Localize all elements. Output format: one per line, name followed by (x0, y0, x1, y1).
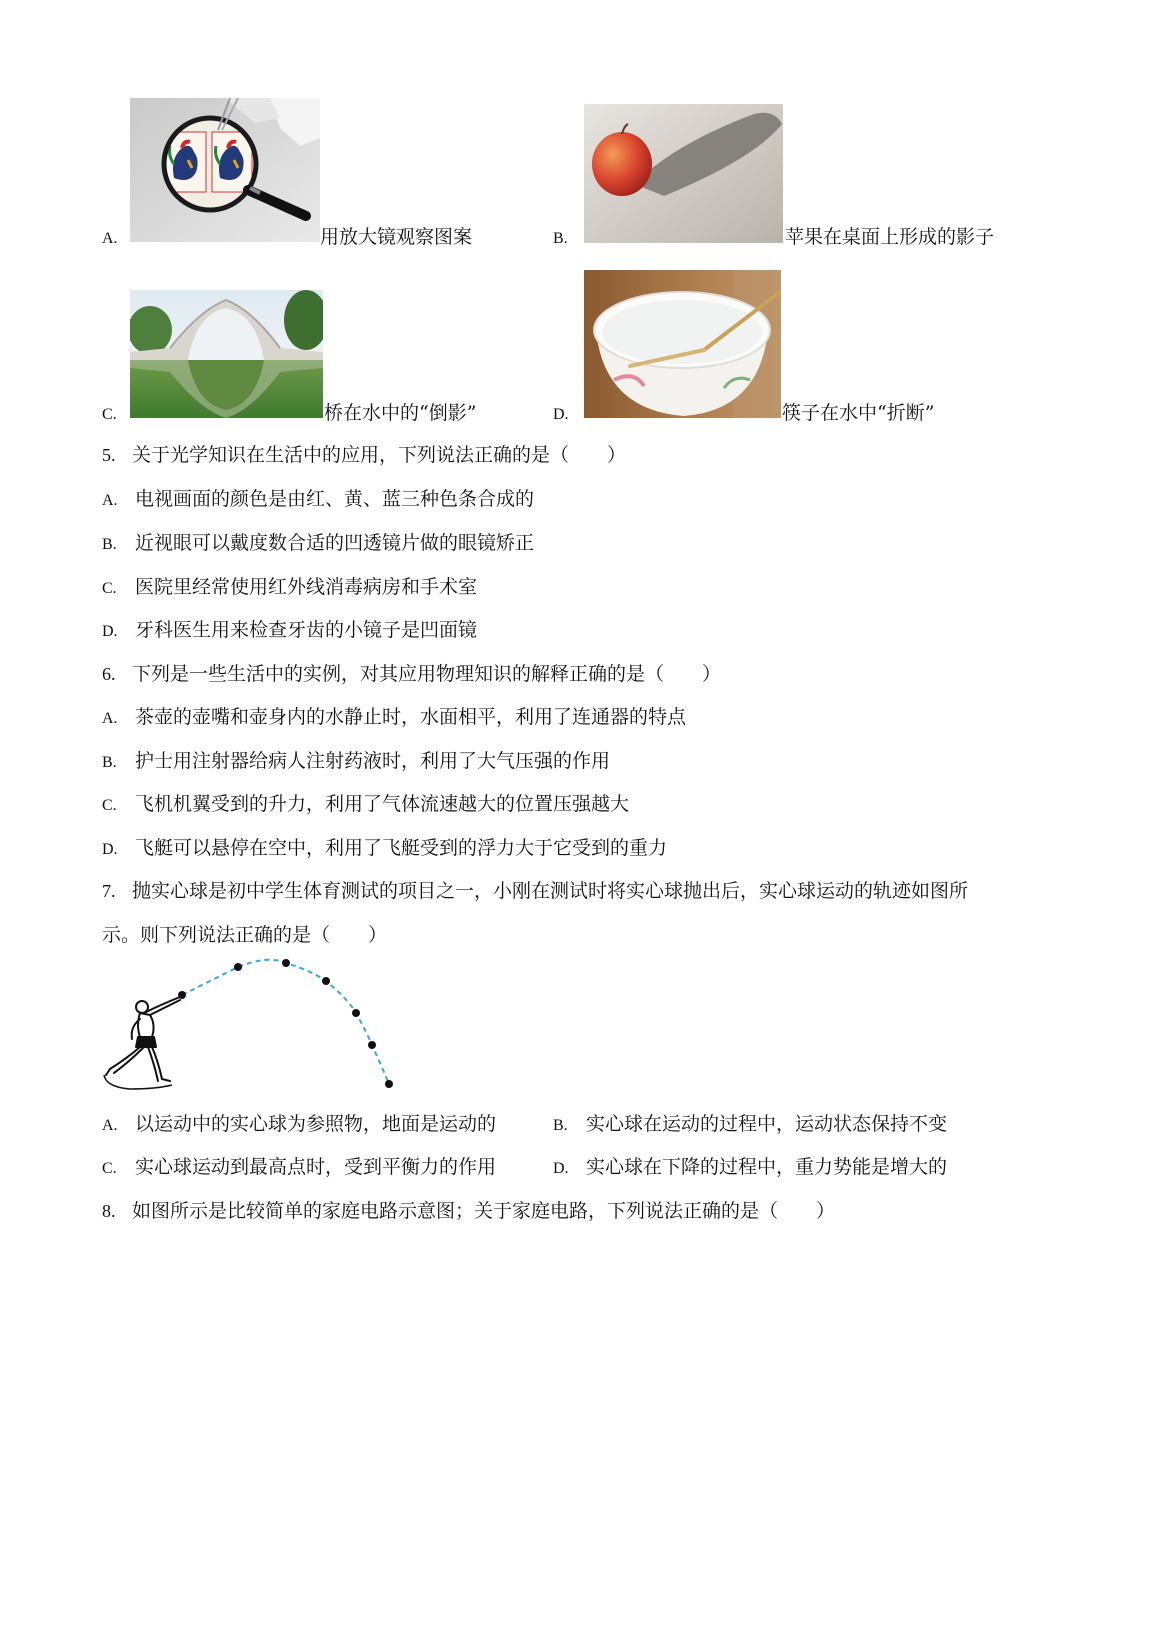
trajectory-curve (182, 960, 389, 1084)
q6-option-b (102, 748, 610, 776)
q8-stem (102, 1198, 835, 1224)
q5-option-d-letter: D. (102, 623, 118, 640)
q7-stem-line1 (102, 878, 968, 904)
q5-option-a (102, 486, 534, 514)
q5-option-d-text: 牙科医生用来检查牙齿的小镜子是凹面镜 (135, 619, 478, 641)
thrower-figure (106, 997, 180, 1081)
ball-point (234, 963, 242, 971)
ball-point (368, 1041, 376, 1049)
q7-number: 7. (102, 881, 116, 901)
q7-option-d-letter: D. (553, 1160, 569, 1177)
q7-option-c (102, 1154, 496, 1182)
q6-option-b-letter: B. (102, 754, 117, 771)
q7-stem-line2: 示。则下列说法正确的是（ ） (102, 924, 388, 946)
q4-option-c-letter: C. (102, 406, 117, 423)
apple-shadow-image (584, 104, 783, 243)
q4-option-d-letter: D. (553, 406, 569, 423)
q7-option-a-letter: A. (102, 1117, 118, 1134)
q6-option-c-letter: C. (102, 797, 117, 814)
ball-point (352, 1009, 360, 1017)
q6-option-c (102, 791, 629, 819)
q5-stem-text: 关于光学知识在生活中的应用，下列说法正确的是（ ） (132, 444, 627, 466)
q5-option-c (102, 574, 477, 602)
magnifier-stamps-image (130, 98, 320, 242)
ball-point (385, 1080, 393, 1088)
q7-option-b-letter: B. (553, 1117, 568, 1134)
q4-option-a-caption: 用放大镜观察图案 (320, 226, 473, 248)
q5-option-b-text: 近视眼可以戴度数合适的凹透镜片做的眼镜矫正 (135, 532, 535, 554)
q6-option-a-letter: A. (102, 710, 118, 727)
q6-stem (102, 661, 721, 687)
q4-option-c-caption: 桥在水中的“倒影” (324, 402, 477, 424)
ball-point (322, 977, 330, 985)
q5-number: 5. (102, 445, 116, 465)
q4-option-a-letter: A. (102, 230, 118, 247)
q7-stem-text-1: 抛实心球是初中学生体育测试的项目之一，小刚在测试时将实心球抛出后，实心球运动的轨迹如图所 (132, 880, 969, 902)
ball-point (282, 959, 290, 967)
q7-option-b (553, 1111, 947, 1139)
q7-option-a (102, 1111, 496, 1139)
q5-option-b (102, 530, 534, 558)
q7-option-a-text: 以运动中的实心球为参照物，地面是运动的 (135, 1113, 497, 1135)
q5-option-b-letter: B. (102, 536, 117, 553)
q6-option-d-text: 飞艇可以悬停在空中，利用了飞艇受到的浮力大于它受到的重力 (135, 837, 668, 859)
q4-option-b-caption: 苹果在桌面上形成的影子 (785, 226, 995, 248)
q5-option-a-letter: A. (102, 492, 118, 509)
q5-option-d (102, 617, 477, 645)
q6-stem-text: 下列是一些生活中的实例，对其应用物理知识的解释正确的是（ ） (132, 663, 722, 685)
shot-put-trajectory-figure (100, 955, 400, 1090)
q6-option-d-letter: D. (102, 841, 118, 858)
q7-option-d (553, 1154, 947, 1182)
bridge-reflection-image (130, 290, 323, 418)
q8-stem-text: 如图所示是比较简单的家庭电路示意图；关于家庭电路，下列说法正确的是（ ） (132, 1200, 836, 1222)
q6-option-a (102, 704, 686, 732)
q6-option-d (102, 835, 667, 863)
q8-number: 8. (102, 1201, 116, 1221)
q5-option-c-letter: C. (102, 580, 117, 597)
q7-option-b-text: 实心球在运动的过程中，运动状态保持不变 (586, 1113, 948, 1135)
q6-number: 6. (102, 664, 116, 684)
q7-option-d-text: 实心球在下降的过程中，重力势能是增大的 (586, 1156, 948, 1178)
chopstick-bowl-image (584, 270, 781, 418)
q6-option-c-text: 飞机机翼受到的升力，利用了气体流速越大的位置压强越大 (135, 793, 630, 815)
q5-stem (102, 442, 626, 468)
q6-option-b-text: 护士用注射器给病人注射药液时，利用了大气压强的作用 (135, 750, 611, 772)
q7-option-c-letter: C. (102, 1160, 117, 1177)
q5-option-a-text: 电视画面的颜色是由红、黄、蓝三种色条合成的 (135, 488, 535, 510)
q4-option-d-caption: 筷子在水中“折断” (782, 402, 935, 424)
q4-option-b-letter: B. (553, 230, 568, 247)
q7-option-c-text: 实心球运动到最高点时，受到平衡力的作用 (135, 1156, 497, 1178)
q5-option-c-text: 医院里经常使用红外线消毒病房和手术室 (135, 576, 478, 598)
q6-option-a-text: 茶壶的壶嘴和壶身内的水静止时，水面相平，利用了连通器的特点 (135, 706, 687, 728)
